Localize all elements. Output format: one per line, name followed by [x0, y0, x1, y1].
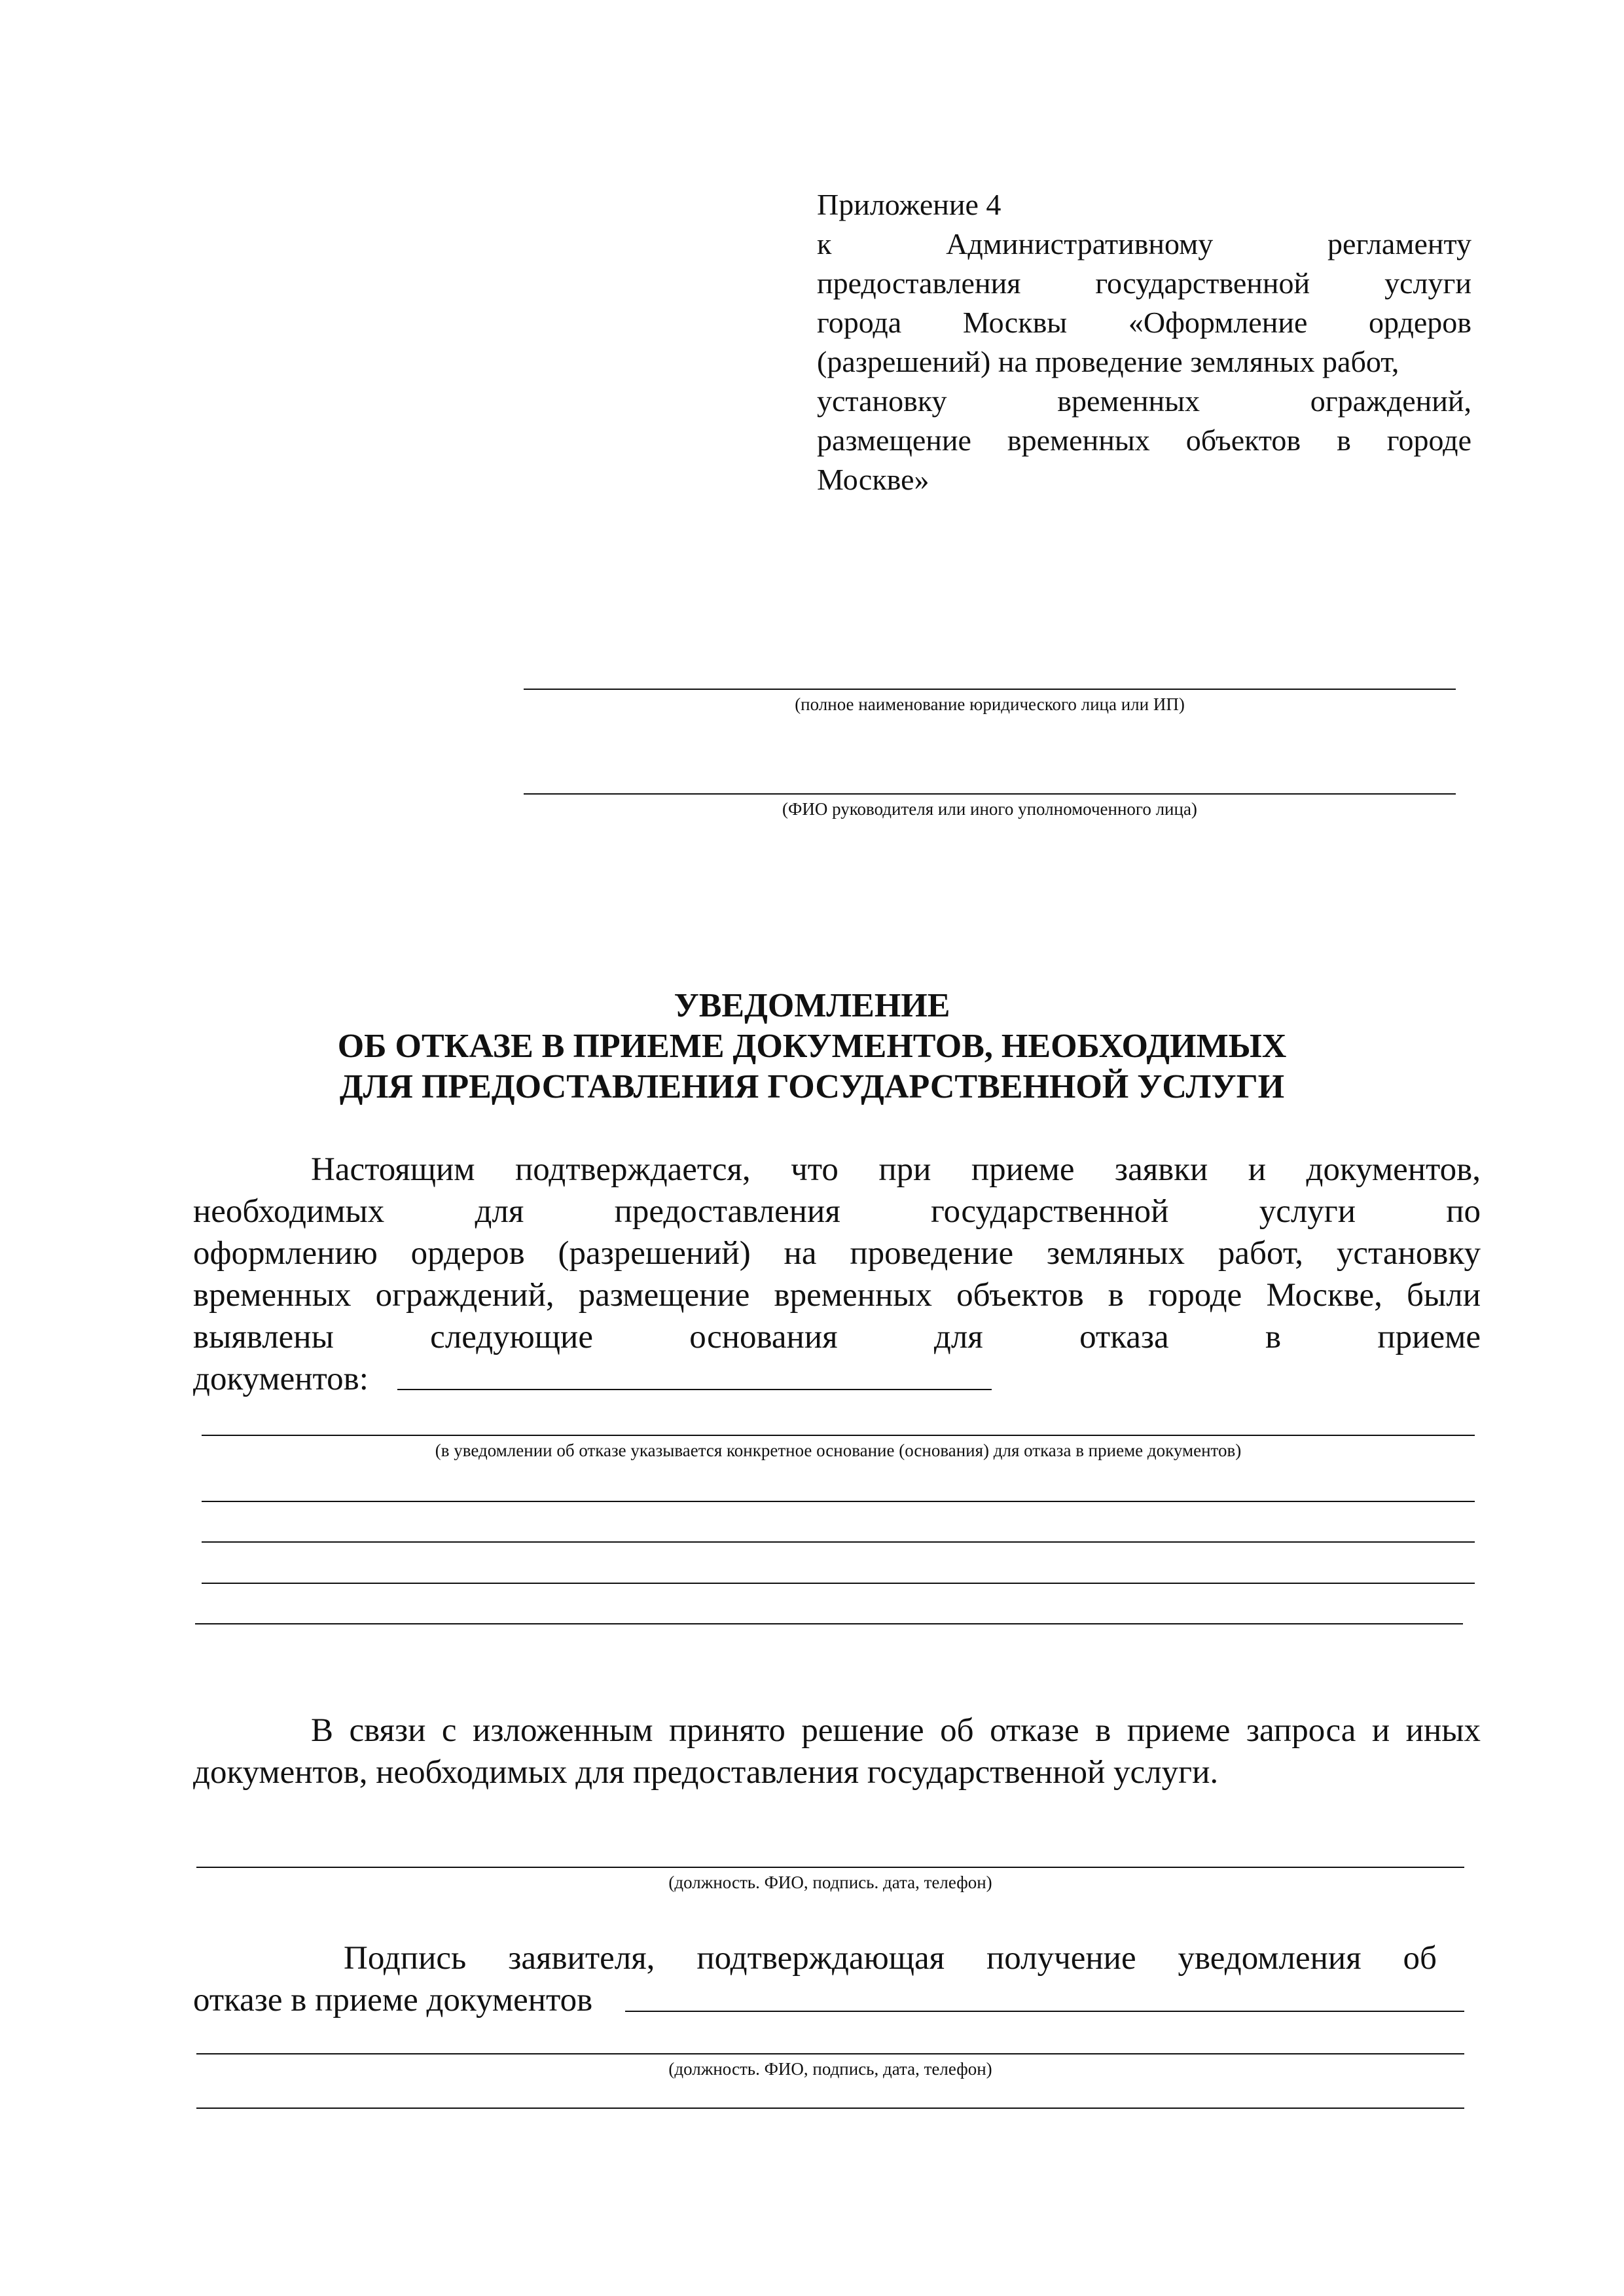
- applicant-extra-line[interactable]: [196, 2108, 1464, 2109]
- paragraph-line: Настоящим подтверждается, что при приеме заявки и документов,: [311, 1151, 1481, 1188]
- reason-line[interactable]: [202, 1541, 1475, 1543]
- paragraph-line: документов, необходимых для предоставления государственной услуги.: [193, 1754, 1219, 1791]
- official-signature-line[interactable]: [196, 1867, 1464, 1868]
- paragraph-line: В связи с изложенным принято решение об отказе в приеме запроса и иных: [311, 1712, 1481, 1749]
- reason-line[interactable]: [202, 1583, 1475, 1584]
- appendix-line: установку временных ограждений,: [817, 384, 1471, 418]
- reason-inline-line[interactable]: [397, 1389, 992, 1390]
- paragraph-line: документов:: [193, 1361, 369, 1397]
- appendix-title: Приложение 4: [817, 188, 1001, 221]
- paragraph-confirmation: [193, 1149, 1481, 1400]
- paragraph-line: отказе в приеме документов: [193, 1982, 593, 2018]
- paragraph-line: временных ограждений, размещение временных объектов в городе Москве, были: [193, 1277, 1481, 1314]
- appendix-line: (разрешений) на проведение земляных работ,: [817, 345, 1399, 378]
- document-title: УВЕДОМЛЕНИЕ: [674, 987, 950, 1024]
- reason-line[interactable]: [195, 1623, 1463, 1624]
- appendix-line: размещение временных объектов в городе: [817, 423, 1471, 457]
- appendix-line: к Административному регламенту: [817, 227, 1471, 260]
- applicant-signature-line[interactable]: [196, 2053, 1464, 2054]
- appendix-line: предоставления государственной услуги: [817, 266, 1471, 300]
- paragraph-line: необходимых для предоставления государственной услуги по: [193, 1193, 1481, 1230]
- applicant-signature-caption: (должность. ФИО, подпись, дата, телефон): [668, 2059, 992, 2079]
- document-subtitle-line: ДЛЯ ПРЕДОСТАВЛЕНИЯ ГОСУДАРСТВЕННОЙ УСЛУГИ: [339, 1068, 1285, 1105]
- paragraph-line: оформлению ордеров (разрешений) на проведение земляных работ, установку: [193, 1235, 1481, 1272]
- appendix-line: города Москвы «Оформление ордеров: [817, 306, 1471, 339]
- org-name-caption: (полное наименование юридического лица или ИП): [795, 694, 1185, 714]
- paragraph-decision: [193, 1710, 1481, 1793]
- reason-line[interactable]: [202, 1435, 1475, 1436]
- paragraph-applicant-signature: [193, 1937, 1437, 2021]
- paragraph-line: выявлены следующие основания для отказа в приеме: [193, 1319, 1481, 1355]
- reason-line[interactable]: [202, 1501, 1475, 1502]
- document-subtitle-line: ОБ ОТКАЗЕ В ПРИЕМЕ ДОКУМЕНТОВ, НЕОБХОДИМЫХ: [337, 1028, 1287, 1065]
- official-signature-caption: (должность. ФИО, подпись. дата, телефон): [668, 1873, 992, 1892]
- head-name-line[interactable]: [524, 793, 1456, 795]
- head-name-caption: (ФИО руководителя или иного уполномоченного лица): [782, 799, 1197, 819]
- org-name-line[interactable]: [524, 689, 1456, 690]
- paragraph-line: Подпись заявителя, подтверждающая получение уведомления об: [344, 1940, 1437, 1977]
- reason-caption: (в уведомлении об отказе указывается конкретное основание (основания) для отказа в приеме документов): [435, 1441, 1242, 1460]
- appendix-line: Москве»: [817, 463, 929, 496]
- applicant-inline-line[interactable]: [625, 2011, 1464, 2012]
- appendix-block: [817, 185, 1471, 499]
